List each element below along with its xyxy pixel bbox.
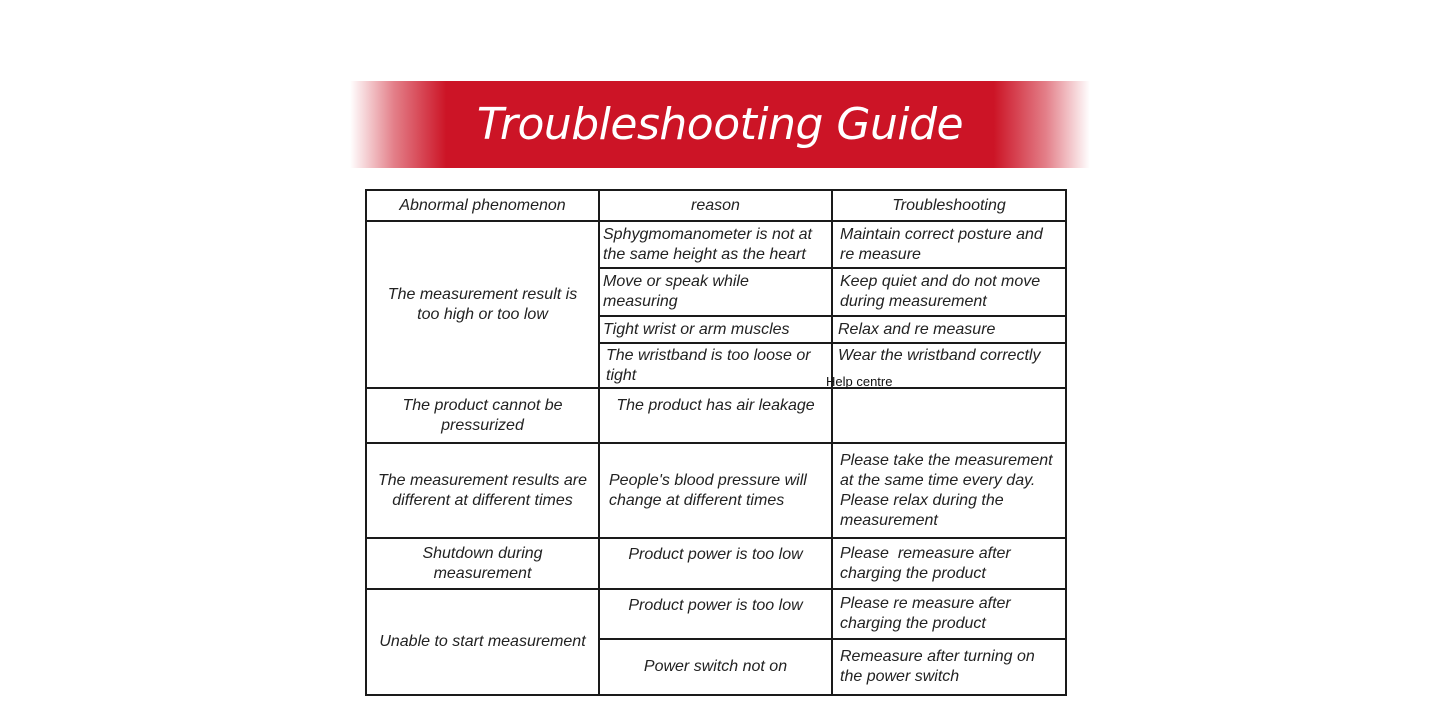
- phenomenon-cell: The product cannot be pressurized: [402, 396, 563, 434]
- reason-cell: Sphygmomanometer is not at the same height as the heart: [603, 225, 812, 263]
- table-border-bottom: [365, 694, 1067, 696]
- reason-cell: The product has air leakage: [616, 397, 815, 414]
- reason-cell: Product power is too low: [628, 597, 803, 614]
- reason-cell: The wristband is too loose or tight: [606, 346, 811, 384]
- reason-cell: Tight wrist or arm muscles: [603, 320, 790, 338]
- fix-cell: Keep quiet and do not move during measurement: [840, 273, 1041, 310]
- fix-cell: Maintain correct posture and re measure: [840, 225, 1043, 263]
- reason-cell: Product power is too low: [628, 546, 803, 563]
- reason-cell: Power switch not on: [643, 658, 788, 675]
- phenomenon-cell: The measurement results are different at different times: [378, 471, 587, 509]
- page-title: Troubleshooting Guide: [476, 99, 964, 150]
- header-phenomenon: Abnormal phenomenon: [399, 196, 566, 214]
- reason-cell: Move or speak while measuring: [603, 273, 749, 310]
- header-troubleshooting: Troubleshooting: [892, 196, 1006, 214]
- help-centre-label: Help centre: [826, 374, 893, 389]
- phenomenon-cell: Shutdown during measurement: [422, 544, 543, 582]
- fix-cell: Remeasure after turning on the power switch: [840, 648, 1035, 685]
- phenomenon-cell: Unable to start measurement: [379, 633, 586, 650]
- fix-cell: Wear the wristband correctly: [838, 347, 1041, 364]
- phenomenon-cell: The measurement result is too high or too low: [387, 285, 578, 323]
- title-banner: [350, 81, 1090, 168]
- fix-cell: Please re measure after charging the product: [840, 595, 1011, 632]
- reason-cell: People's blood pressure will change at different times: [609, 471, 807, 509]
- fix-cell: Please remeasure after charging the product: [840, 544, 1016, 582]
- fix-cell: Please take the measurement at the same time every day. Please relax during the measurement: [840, 451, 1053, 529]
- fix-cell: [833, 389, 1065, 442]
- header-reason: reason: [691, 196, 740, 214]
- table-border-right: [1065, 189, 1067, 696]
- fix-cell: Relax and re measure: [838, 320, 996, 338]
